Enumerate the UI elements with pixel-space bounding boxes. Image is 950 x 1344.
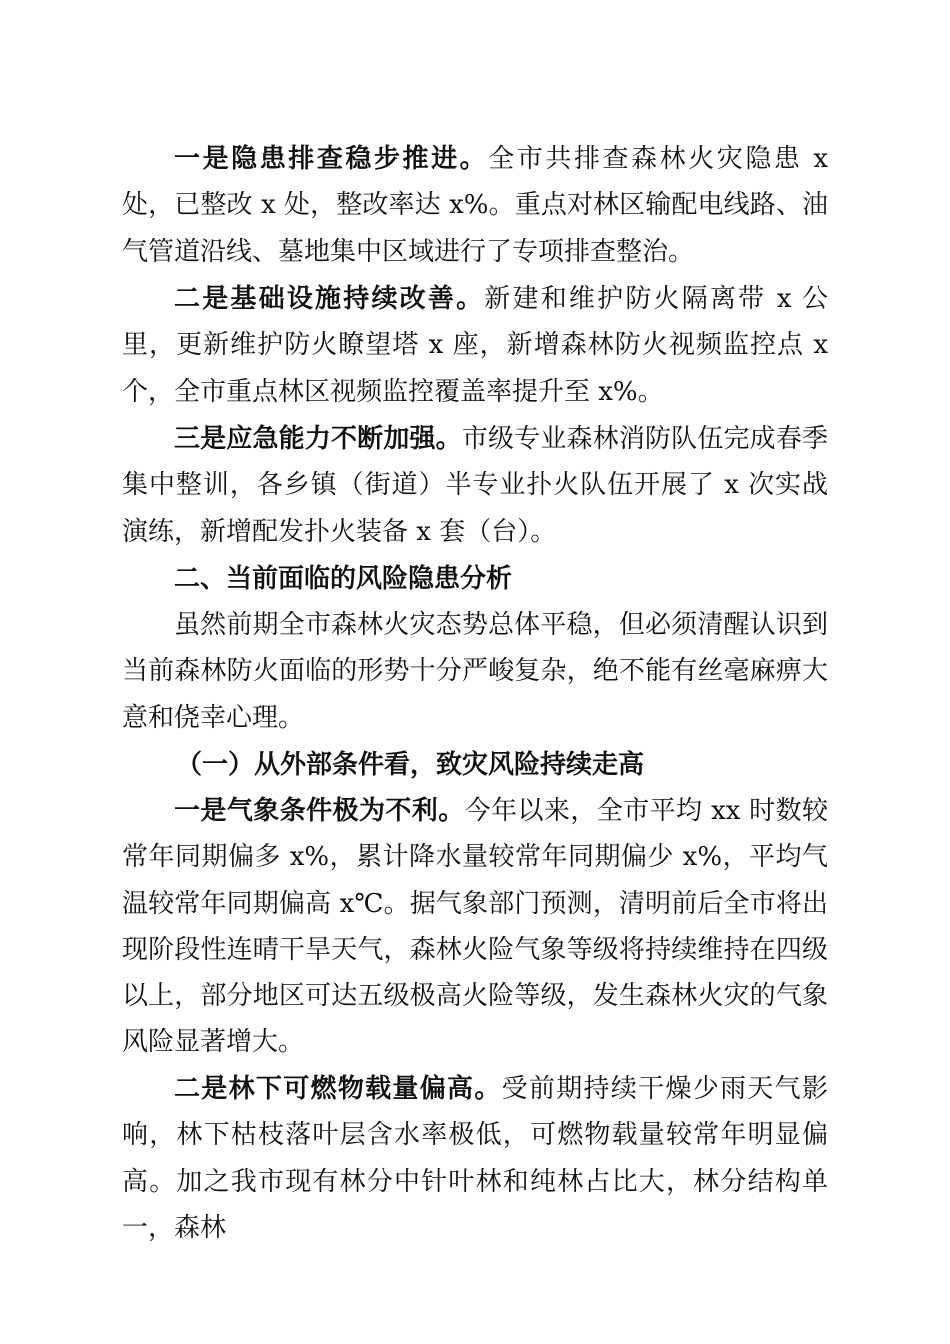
paragraph-text: 市级专业森林消防队伍完成春季集中整训，各乡镇（街道）半专业扑火队伍开展了 x 次实战演练，新增配发扑火装备 x 套（台）。 xyxy=(122,424,828,547)
paragraph-text: 受前期持续干燥少雨天气影响，林下枯枝落叶层含水率极低，可燃物载量较常年明显偏高。加之我市现有林分中针叶林和纯林占比大，林分结构单一，森林 xyxy=(122,1074,828,1243)
paragraph-lead: 三是应急能力不断加强。 xyxy=(174,424,462,454)
paragraph-fuel-load xyxy=(122,1066,828,1251)
paragraph-infrastructure xyxy=(122,276,828,415)
paragraph-lead: 二是林下可燃物载量偏高。 xyxy=(174,1074,502,1104)
paragraph-weather-conditions xyxy=(122,788,828,1066)
paragraph-emergency-capacity xyxy=(122,416,828,555)
subsection-heading: （一）从外部条件看，致灾风险持续走高 xyxy=(176,750,645,780)
paragraph-lead: 二是基础设施持续改善。 xyxy=(174,284,485,314)
paragraph-lead: 一是气象条件极为不利。 xyxy=(174,796,465,826)
paragraph-lead: 一是隐患排查稳步推进。 xyxy=(174,144,489,174)
section-heading: 二、当前面临的风险隐患分析 xyxy=(174,564,513,594)
paragraph-text: 全市共排查森林火灾隐患 x 处，已整改 x 处，整改率达 x%。重点对林区输配电线路、油气管道沿线、墓地集中区域进行了专项排查整治。 xyxy=(122,144,828,267)
paragraph-text: 今年以来，全市平均 xx 时数较常年同期偏多 x%，累计降水量较常年同期偏少 x%，平均气温较常年同期偏高 x℃。据气象部门预测，清明前后全市将出现阶段性连晴干旱天气，森林火险气象等级将持续维持在四级以上，部分地区可达五级极高火险等级，发生森林火灾的气象风险显著增大。 xyxy=(122,796,828,1058)
paragraph-hazard-inspection xyxy=(122,136,828,275)
paragraph-text: 新建和维护防火隔离带 x 公里，更新维护防火瞭望塔 x 座，新增森林防火视频监控点 x 个，全市重点林区视频监控覆盖率提升至 x%。 xyxy=(122,284,828,407)
paragraph-intro: 虽然前期全市森林火灾态势总体平稳，但必须清醒认识到当前森林防火面临的形势十分严峻复杂，绝不能有丝毫麻痹大意和侥幸心理。 xyxy=(122,610,828,733)
